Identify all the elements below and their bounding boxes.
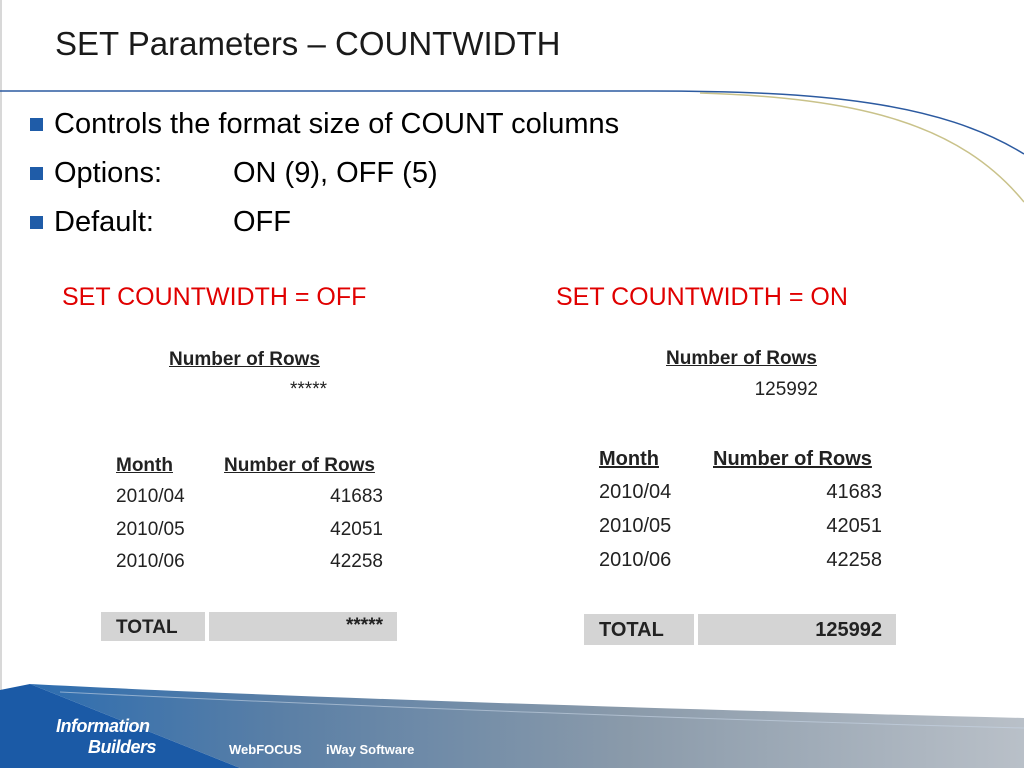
bullet-square-icon [30, 167, 43, 180]
footer-product-webfocus: WebFOCUS [229, 742, 302, 757]
table-cell-month: 2010/04 [599, 481, 672, 503]
table-cell-rows: 42051 [826, 515, 882, 537]
total-label: TOTAL [116, 617, 178, 638]
table-cell-month: 2010/06 [116, 551, 185, 572]
total-value: ***** [346, 615, 383, 636]
table-cell-month: 2010/05 [599, 515, 672, 537]
table-cell-month: 2010/06 [599, 549, 672, 571]
table-cell-rows: 41683 [826, 481, 882, 503]
footer-product-iway: iWay Software [326, 742, 415, 757]
table-cell-month: 2010/04 [116, 486, 185, 507]
bullet-value: ON (9), OFF (5) [233, 157, 438, 189]
column-header-month: Month [599, 448, 659, 470]
summary-value: 125992 [754, 379, 818, 400]
bullet-text: Default: [54, 206, 154, 238]
company-logo-line1: Information [56, 716, 150, 736]
table-cell-month: 2010/05 [116, 519, 185, 540]
page-title: SET Parameters – COUNTWIDTH [55, 25, 561, 62]
bullet-square-icon [30, 216, 43, 229]
table-cell-rows: 42258 [826, 549, 882, 571]
table-cell-rows: 42051 [330, 519, 383, 540]
summary-header: Number of Rows [169, 349, 320, 370]
bullet-text: Controls the format size of COUNT columns [54, 108, 620, 140]
bullet-square-icon [30, 118, 43, 131]
caption-on: SET COUNTWIDTH = ON [556, 283, 848, 311]
bullet-value: OFF [233, 206, 291, 238]
total-label: TOTAL [599, 619, 664, 641]
column-header-rows: Number of Rows [713, 448, 872, 470]
bullet-text: Options: [54, 157, 162, 189]
company-logo-line2: Builders [88, 737, 157, 757]
caption-off: SET COUNTWIDTH = OFF [62, 283, 367, 311]
column-header-rows: Number of Rows [224, 455, 375, 476]
total-value: 125992 [815, 619, 882, 641]
table-cell-rows: 42258 [330, 551, 383, 572]
column-header-month: Month [116, 455, 173, 476]
summary-header: Number of Rows [666, 348, 817, 369]
table-cell-rows: 41683 [330, 486, 383, 507]
summary-value: ***** [290, 379, 327, 400]
